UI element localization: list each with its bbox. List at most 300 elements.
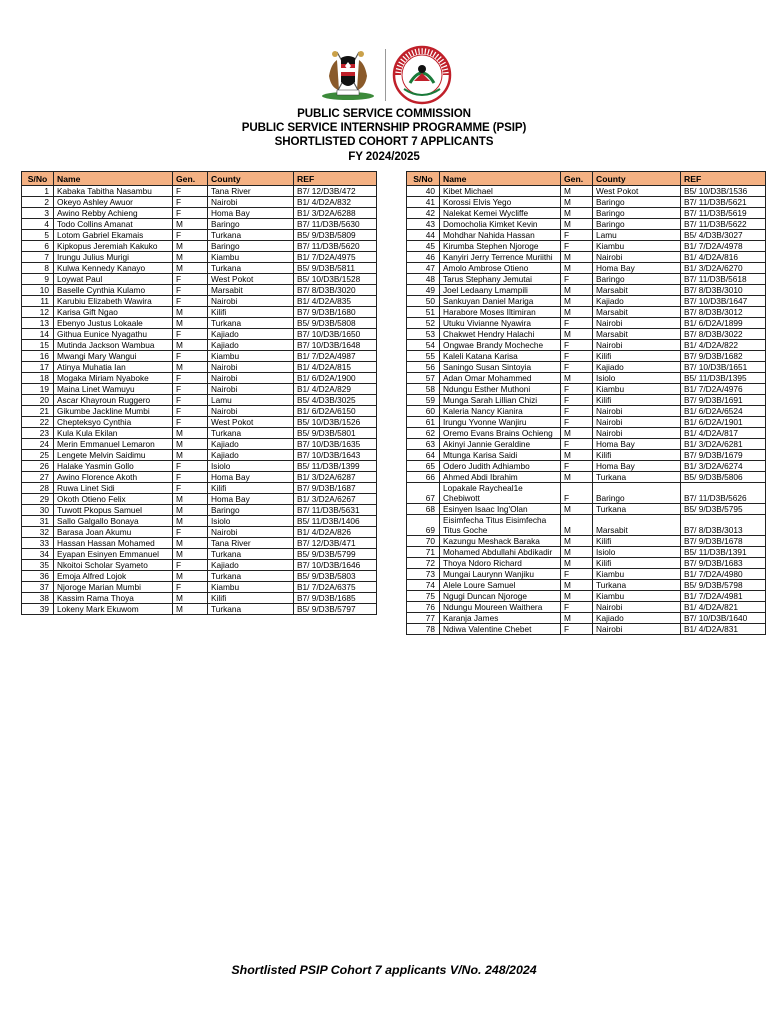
- cell-sno: 11: [22, 296, 54, 307]
- table-row: [22, 483, 377, 494]
- cell-gender: F: [173, 560, 208, 571]
- cell-gender: M: [173, 549, 208, 560]
- cell-sno: 57: [407, 373, 440, 384]
- cell-ref: B5/ 9/D3B/5803: [294, 571, 377, 582]
- table-row: [407, 591, 766, 602]
- cell-county: Nairobi: [593, 602, 681, 613]
- cell-gender: M: [561, 428, 593, 439]
- cell-name: Karubiu Elizabeth Wawira: [54, 296, 173, 307]
- table-row: [22, 538, 377, 549]
- cell-name: Hassan Hassan Mohamed: [54, 538, 173, 549]
- cell-county: Turkana: [593, 504, 681, 515]
- table-row: [407, 547, 766, 558]
- cell-ref: B5/ 4/D3B/3027: [681, 230, 766, 241]
- cell-name: Utuku Vivianne Nyawira: [440, 318, 561, 329]
- cell-ref: B1/ 3/D2A/6287: [294, 472, 377, 483]
- table-row: [407, 219, 766, 230]
- cell-ref: B7/ 9/D3B/1687: [294, 483, 377, 494]
- cell-gender: F: [561, 351, 593, 362]
- cell-name: Esinyen Isaac Ing'Olan: [440, 504, 561, 515]
- cell-county: Marsabit: [593, 329, 681, 340]
- cell-gender: M: [561, 373, 593, 384]
- cell-ref: B5/ 9/D3B/5809: [294, 230, 377, 241]
- cell-gender: F: [173, 472, 208, 483]
- cell-ref: B5/ 10/D3B/1536: [681, 186, 766, 197]
- cell-gender: M: [173, 604, 208, 615]
- cell-gender: M: [561, 208, 593, 219]
- cell-name: Lopakale Raycheal1e Chebiwott: [440, 483, 561, 504]
- cell-sno: 48: [407, 274, 440, 285]
- cell-sno: 20: [22, 395, 54, 406]
- cell-sno: 50: [407, 296, 440, 307]
- cell-gender: M: [561, 296, 593, 307]
- cell-ref: B7/ 12/D3B/471: [294, 538, 377, 549]
- cell-ref: B7/ 9/D3B/1679: [681, 450, 766, 461]
- cell-name: Sankuyan Daniel Mariga: [440, 296, 561, 307]
- table-row: [22, 252, 377, 263]
- cell-gender: F: [173, 406, 208, 417]
- cell-ref: B5/ 9/D3B/5806: [681, 472, 766, 483]
- document-footer: Shortlisted PSIP Cohort 7 applicants V/No. 248/2024: [231, 963, 537, 977]
- cell-sno: 17: [22, 362, 54, 373]
- cell-name: Tuwott Pkopus Samuel: [54, 505, 173, 516]
- cell-ref: B5/ 11/D3B/1391: [681, 547, 766, 558]
- cell-gender: M: [173, 362, 208, 373]
- table-row: [22, 340, 377, 351]
- cell-ref: B5/ 9/D3B/5811: [294, 263, 377, 274]
- cell-sno: 16: [22, 351, 54, 362]
- cell-sno: 26: [22, 461, 54, 472]
- cell-sno: 23: [22, 428, 54, 439]
- cell-ref: B7/ 8/D3B/3012: [681, 307, 766, 318]
- cell-name: Githua Eunice Nyagathu: [54, 329, 173, 340]
- cell-county: Nairobi: [208, 362, 294, 373]
- cell-ref: B1/ 4/D2A/822: [681, 340, 766, 351]
- cell-county: Kilifi: [593, 450, 681, 461]
- cell-gender: M: [173, 241, 208, 252]
- table-row: [22, 395, 377, 406]
- cell-name: Thoya Ndoro Richard: [440, 558, 561, 569]
- table-row: [407, 569, 766, 580]
- cell-gender: F: [173, 329, 208, 340]
- cell-gender: F: [173, 461, 208, 472]
- cell-ref: B7/ 9/D3B/1691: [681, 395, 766, 406]
- cell-name: Karanja James: [440, 613, 561, 624]
- table-row: [22, 219, 377, 230]
- cell-gender: M: [173, 450, 208, 461]
- cell-gender: M: [561, 186, 593, 197]
- cell-gender: M: [561, 504, 593, 515]
- cell-county: Isiolo: [593, 373, 681, 384]
- cell-name: Kassim Rama Thoya: [54, 593, 173, 604]
- table-row: [407, 504, 766, 515]
- cell-sno: 43: [407, 219, 440, 230]
- cell-gender: F: [561, 417, 593, 428]
- cell-sno: 72: [407, 558, 440, 569]
- cell-ref: B7/ 9/D3B/1683: [681, 558, 766, 569]
- cell-sno: 67: [407, 483, 440, 504]
- cell-name: Mohdhar Nahida Hassan: [440, 230, 561, 241]
- cell-name: Domocholia Kimket Kevin: [440, 219, 561, 230]
- cell-ref: B7/ 11/D3B/5621: [681, 197, 766, 208]
- programme-title: PUBLIC SERVICE INTERNSHIP PROGRAMME (PSIP): [241, 121, 527, 135]
- table-row: [407, 197, 766, 208]
- cell-gender: F: [173, 373, 208, 384]
- cell-ref: B1/ 3/D2A/6267: [294, 494, 377, 505]
- cell-sno: 65: [407, 461, 440, 472]
- logo-divider: [385, 49, 386, 101]
- cell-county: Nairobi: [593, 428, 681, 439]
- table-row: [22, 263, 377, 274]
- cell-county: Kajiado: [208, 439, 294, 450]
- cell-name: Alele Loure Samuel: [440, 580, 561, 591]
- table-row: [407, 428, 766, 439]
- cell-gender: F: [561, 241, 593, 252]
- cell-sno: 56: [407, 362, 440, 373]
- cell-county: Homa Bay: [208, 472, 294, 483]
- cell-sno: 55: [407, 351, 440, 362]
- cell-sno: 52: [407, 318, 440, 329]
- table-row: [22, 384, 377, 395]
- cell-name: Mwangi Mary Wangui: [54, 351, 173, 362]
- cell-sno: 18: [22, 373, 54, 384]
- cell-county: Turkana: [208, 604, 294, 615]
- cell-ref: B5/ 9/D3B/5808: [294, 318, 377, 329]
- cell-ref: B7/ 9/D3B/1682: [681, 351, 766, 362]
- cell-sno: 29: [22, 494, 54, 505]
- cell-gender: F: [561, 362, 593, 373]
- table-header-row: [22, 172, 377, 186]
- cell-gender: M: [561, 285, 593, 296]
- cell-county: Nairobi: [593, 406, 681, 417]
- table-row: [407, 285, 766, 296]
- cell-name: Atinya Muhatia Ian: [54, 362, 173, 373]
- cell-gender: M: [561, 536, 593, 547]
- cell-ref: B7/ 11/D3B/5619: [681, 208, 766, 219]
- cell-county: Kiambu: [593, 569, 681, 580]
- table-row: [22, 329, 377, 340]
- cell-sno: 42: [407, 208, 440, 219]
- table-row: [22, 571, 377, 582]
- cell-ref: B7/ 11/D3B/5631: [294, 505, 377, 516]
- table-row: [407, 362, 766, 373]
- cell-county: Baringo: [593, 197, 681, 208]
- table-row: [407, 450, 766, 461]
- cell-gender: M: [561, 252, 593, 263]
- cell-county: Nairobi: [593, 417, 681, 428]
- cell-county: West Pokot: [208, 274, 294, 285]
- cell-ref: B5/ 9/D3B/5798: [681, 580, 766, 591]
- cell-name: Gikumbe Jackline Mumbi: [54, 406, 173, 417]
- cell-gender: F: [173, 197, 208, 208]
- cell-sno: 70: [407, 536, 440, 547]
- cell-gender: F: [173, 208, 208, 219]
- cell-name: Lotom Gabriel Ekamais: [54, 230, 173, 241]
- cell-ref: B7/ 11/D3B/5620: [294, 241, 377, 252]
- cell-county: Kilifi: [593, 395, 681, 406]
- cell-gender: M: [561, 219, 593, 230]
- cell-name: Nalekat Kemei Wycliffe: [440, 208, 561, 219]
- cell-name: Chakwet Hendry Halachi: [440, 329, 561, 340]
- cell-ref: B5/ 9/D3B/5795: [681, 504, 766, 515]
- cell-name: Oremo Evans Brains Ochieng: [440, 428, 561, 439]
- cell-sno: 6: [22, 241, 54, 252]
- cell-gender: F: [561, 461, 593, 472]
- cell-gender: F: [561, 395, 593, 406]
- cell-ref: B1/ 4/D2A/816: [681, 252, 766, 263]
- cell-ref: B7/ 10/D3B/1640: [681, 613, 766, 624]
- cell-gender: F: [561, 602, 593, 613]
- cell-ref: B1/ 6/D2A/6150: [294, 406, 377, 417]
- cell-county: Kiambu: [593, 591, 681, 602]
- cell-ref: B1/ 4/D2A/817: [681, 428, 766, 439]
- table-row: [22, 450, 377, 461]
- cell-sno: 13: [22, 318, 54, 329]
- cell-gender: M: [561, 558, 593, 569]
- cell-sno: 62: [407, 428, 440, 439]
- table-row: [407, 252, 766, 263]
- table-row: [22, 351, 377, 362]
- table-body-right: [407, 186, 766, 635]
- cell-gender: M: [173, 516, 208, 527]
- cell-name: Loywat Paul: [54, 274, 173, 285]
- cell-gender: M: [561, 591, 593, 602]
- cell-county: Baringo: [593, 208, 681, 219]
- table-row: [407, 417, 766, 428]
- cell-county: Isiolo: [208, 516, 294, 527]
- logos-row: [0, 44, 768, 106]
- cell-ref: B1/ 6/D2A/6524: [681, 406, 766, 417]
- table-row: [22, 274, 377, 285]
- cell-gender: F: [561, 274, 593, 285]
- cell-county: Nairobi: [208, 373, 294, 384]
- cell-ref: B5/ 9/D3B/5801: [294, 428, 377, 439]
- table-row: [407, 483, 766, 504]
- column-header-sno: S/No: [22, 172, 54, 186]
- cell-ref: B1/ 4/D2A/821: [681, 602, 766, 613]
- cell-county: Marsabit: [593, 515, 681, 536]
- table-header-row: [407, 172, 766, 186]
- table-row: [407, 536, 766, 547]
- table-row: [22, 461, 377, 472]
- cell-name: Emoja Alfred Lojok: [54, 571, 173, 582]
- table-row: [22, 318, 377, 329]
- cell-ref: B1/ 6/D2A/1901: [681, 417, 766, 428]
- cell-name: Chepteksyo Cynthia: [54, 417, 173, 428]
- cell-county: Kiambu: [208, 582, 294, 593]
- cell-name: Ongwae Brandy Mocheche: [440, 340, 561, 351]
- cell-county: Kiambu: [208, 351, 294, 362]
- cell-gender: F: [173, 285, 208, 296]
- cell-sno: 39: [22, 604, 54, 615]
- cell-ref: B1/ 4/D2A/829: [294, 384, 377, 395]
- cell-sno: 74: [407, 580, 440, 591]
- cell-name: Eyapan Esinyen Emmanuel: [54, 549, 173, 560]
- cell-county: Kilifi: [208, 593, 294, 604]
- table-row: [22, 417, 377, 428]
- cell-ref: B7/ 9/D3B/1678: [681, 536, 766, 547]
- cell-sno: 31: [22, 516, 54, 527]
- cell-ref: B7/ 10/D3B/1643: [294, 450, 377, 461]
- cell-name: Baselle Cynthia Kulamo: [54, 285, 173, 296]
- cell-name: Ndiwa Valentine Chebet: [440, 624, 561, 635]
- cell-sno: 63: [407, 439, 440, 450]
- cell-gender: F: [173, 384, 208, 395]
- cell-county: Kajiado: [208, 340, 294, 351]
- cell-gender: F: [561, 340, 593, 351]
- cell-sno: 14: [22, 329, 54, 340]
- cell-name: Kirumba Stephen Njoroge: [440, 241, 561, 252]
- cell-county: Tana River: [208, 186, 294, 197]
- column-header-name: Name: [54, 172, 173, 186]
- cell-county: Kiambu: [593, 241, 681, 252]
- cell-county: Kilifi: [208, 307, 294, 318]
- cell-sno: 2: [22, 197, 54, 208]
- cell-sno: 22: [22, 417, 54, 428]
- cell-sno: 15: [22, 340, 54, 351]
- table-row: [407, 602, 766, 613]
- cell-name: Ebenyo Justus Lokaale: [54, 318, 173, 329]
- cell-ref: B1/ 7/D2A/4978: [681, 241, 766, 252]
- cell-county: Kilifi: [593, 558, 681, 569]
- table-row: [407, 263, 766, 274]
- cell-sno: 5: [22, 230, 54, 241]
- cell-name: Sallo Galgallo Bonaya: [54, 516, 173, 527]
- cell-county: Kajiado: [593, 362, 681, 373]
- cell-gender: F: [173, 274, 208, 285]
- cell-name: Kaleli Katana Karisa: [440, 351, 561, 362]
- cell-county: Tana River: [208, 538, 294, 549]
- cell-name: Kibet Michael: [440, 186, 561, 197]
- cell-name: Kipkopus Jeremiah Kakuko: [54, 241, 173, 252]
- table-row: [407, 230, 766, 241]
- cell-gender: F: [173, 186, 208, 197]
- cell-gender: M: [173, 252, 208, 263]
- cell-sno: 9: [22, 274, 54, 285]
- cell-name: Ruwa Linet Sidi: [54, 483, 173, 494]
- cell-ref: B1/ 7/D2A/4975: [294, 252, 377, 263]
- cell-ref: B5/ 4/D3B/3025: [294, 395, 377, 406]
- cell-sno: 1: [22, 186, 54, 197]
- cell-gender: F: [173, 417, 208, 428]
- cell-sno: 7: [22, 252, 54, 263]
- table-row: [22, 582, 377, 593]
- cell-sno: 60: [407, 406, 440, 417]
- table-row: [22, 296, 377, 307]
- table-row: [407, 439, 766, 450]
- cell-ref: B1/ 7/D2A/6375: [294, 582, 377, 593]
- cell-name: Ndungu Esther Muthoni: [440, 384, 561, 395]
- table-row: [407, 613, 766, 624]
- table-row: [22, 373, 377, 384]
- column-header-county: County: [208, 172, 294, 186]
- table-row: [407, 461, 766, 472]
- cell-county: Marsabit: [208, 285, 294, 296]
- cell-gender: M: [173, 494, 208, 505]
- cell-sno: 46: [407, 252, 440, 263]
- cell-ref: B1/ 3/D2A/6270: [681, 263, 766, 274]
- cell-sno: 12: [22, 307, 54, 318]
- table-row: [407, 340, 766, 351]
- cell-ref: B7/ 10/D3B/1650: [294, 329, 377, 340]
- cell-county: Isiolo: [593, 547, 681, 558]
- cell-name: Kulwa Kennedy Kanayo: [54, 263, 173, 274]
- cell-county: Isiolo: [208, 461, 294, 472]
- cell-ref: B1/ 6/D2A/1900: [294, 373, 377, 384]
- kenya-coat-of-arms-logo: [317, 46, 379, 104]
- cell-name: Okeyo Ashley Awuor: [54, 197, 173, 208]
- cell-county: Turkana: [208, 549, 294, 560]
- table-row: [22, 406, 377, 417]
- cell-gender: F: [561, 318, 593, 329]
- cell-gender: F: [173, 527, 208, 538]
- cell-gender: F: [561, 406, 593, 417]
- cell-sno: 44: [407, 230, 440, 241]
- table-row: [407, 624, 766, 635]
- cell-ref: B1/ 4/D2A/835: [294, 296, 377, 307]
- cell-name: Mtunga Karisa Saidi: [440, 450, 561, 461]
- table-row: [22, 186, 377, 197]
- column-header-gender: Gen.: [561, 172, 593, 186]
- cell-name: Mogaka Miriam Nyaboke: [54, 373, 173, 384]
- table-row: [22, 505, 377, 516]
- cell-county: Kilifi: [208, 483, 294, 494]
- cell-county: Homa Bay: [593, 439, 681, 450]
- cell-county: Marsabit: [593, 307, 681, 318]
- cell-county: Homa Bay: [593, 263, 681, 274]
- cell-county: Nairobi: [593, 624, 681, 635]
- table-row: [22, 472, 377, 483]
- cell-gender: M: [561, 263, 593, 274]
- cell-name: Ndungu Moureen Waithera: [440, 602, 561, 613]
- cell-county: Baringo: [593, 219, 681, 230]
- cell-county: West Pokot: [593, 186, 681, 197]
- cell-gender: M: [173, 263, 208, 274]
- cell-sno: 64: [407, 450, 440, 461]
- table-row: [407, 329, 766, 340]
- cell-gender: M: [173, 307, 208, 318]
- cell-sno: 69: [407, 515, 440, 536]
- cell-name: Harabore Moses Iltimiran: [440, 307, 561, 318]
- cell-ref: B1/ 4/D2A/826: [294, 527, 377, 538]
- cell-ref: B7/ 10/D3B/1646: [294, 560, 377, 571]
- table-row: [407, 406, 766, 417]
- table-row: [407, 274, 766, 285]
- cell-county: Nairobi: [593, 318, 681, 329]
- table-body-left: [22, 186, 377, 615]
- cell-gender: M: [561, 307, 593, 318]
- cell-ref: B1/ 3/D2A/6288: [294, 208, 377, 219]
- cell-gender: M: [173, 538, 208, 549]
- cell-sno: 58: [407, 384, 440, 395]
- cell-ref: B7/ 11/D3B/5626: [681, 483, 766, 504]
- cell-county: Nairobi: [593, 340, 681, 351]
- cell-sno: 54: [407, 340, 440, 351]
- cell-county: Homa Bay: [593, 461, 681, 472]
- table-row: [22, 494, 377, 505]
- cell-name: Mungai Laurynn Wanjiku: [440, 569, 561, 580]
- cell-gender: M: [561, 329, 593, 340]
- cell-county: Kajiado: [593, 613, 681, 624]
- cell-ref: B1/ 4/D2A/815: [294, 362, 377, 373]
- cell-ref: B7/ 11/D3B/5622: [681, 219, 766, 230]
- cell-county: Baringo: [208, 241, 294, 252]
- cell-ref: B7/ 8/D3B/3010: [681, 285, 766, 296]
- cell-ref: B5/ 11/D3B/1406: [294, 516, 377, 527]
- cell-sno: 47: [407, 263, 440, 274]
- table-row: [22, 593, 377, 604]
- cell-gender: F: [173, 582, 208, 593]
